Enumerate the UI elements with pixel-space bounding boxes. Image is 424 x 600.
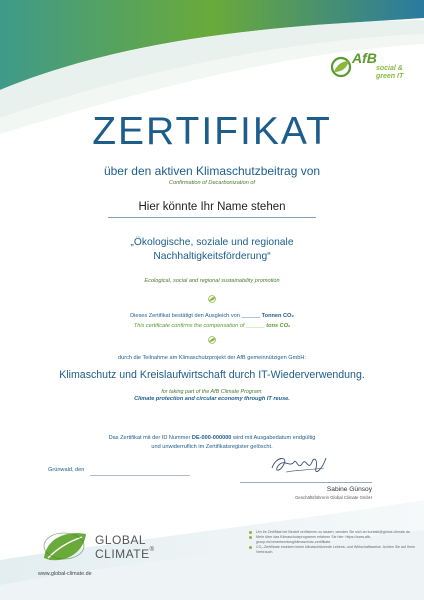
afb-brand: AfB [352,50,377,66]
project-name-english: Climate protection and circular economy through IT reuse. [134,396,290,402]
afb-tagline-2: green IT [376,73,404,80]
compensation-de-blank: ______ [241,313,261,319]
project-intro: durch die Teilnahme am Klimaschutzprojekt der AfB gemeinnützigen GmbH: [117,355,306,361]
compensation-de-unit: Tonnen CO₂ [261,313,294,319]
global-climate-line-2 [95,547,155,561]
project-name: Klimaschutz und Kreislaufwirtschaft durch IT-Wiederverwendung. [59,369,365,381]
footer-note: Mehr über das Klimaschutzprogramm erfahren Sie hier: https://www.afb-group.eu/verantwortung/klimaschutz-zertifikate. [249,535,419,545]
recipient-name: Hier könnte Ihr Name stehen [108,201,316,218]
subtitle: über den aktiven Klimaschutzbeitrag von [103,164,321,178]
promotion-title [0,236,424,264]
place-date-label: Grünwald, den [48,467,85,473]
footer-note: Um Ihr Zertifikat bei Bedarf verifizieren zu lassen, wenden Sie sich an kontakt@global-climate.de. [249,530,419,535]
registry-pre: Das Zertifikat mit der ID Nummer [108,435,191,441]
page-title: ZERTIFIKAT [92,110,332,153]
global-climate-url[interactable]: www.global-climate.de [38,571,92,577]
subtitle-english: Confirmation of Decarbonization of [168,180,256,186]
registry-post: wird mit Ausgabedatum endgültig [232,435,316,441]
certificate-id: DE-000-000000 [191,435,232,441]
global-climate-line-1: GLOBAL [95,533,147,547]
compensation-line-en [0,323,424,329]
registered-mark: ® [149,547,155,553]
afb-leaf-icon [330,56,352,78]
leaf-divider-icon [206,295,218,303]
afb-tagline-1: social & [376,65,403,72]
footer-notes [249,530,419,555]
compensation-en-text: This certificate confirms the compensation of [133,323,245,329]
afb-logo [330,50,412,84]
signatory-name: Sabine Günsoy [326,486,372,493]
global-climate-word: CLIMATE [95,547,150,561]
leaf-divider-icon [206,336,218,344]
signature-image [266,450,336,480]
footer-note: CO₂-Zertifikate ersetzen keine klimaschützende Lebens- und Wirtschaftsweise. Achten Sie auf Ihren Verbrauch. [249,545,419,555]
registry-line-2: und unwiderruflich im Zertifikatsregister gelöscht. [151,444,273,450]
promotion-english: Ecological, social and regional sustainability promotion [144,278,280,284]
signatory-role: Geschäftsführerin Global Climate GmbH [295,495,372,500]
registry-line-1 [0,435,424,441]
promotion-line-1: „Ökologische, soziale und regionale [130,237,294,248]
compensation-de-text: Dieses Zertifikat bestätigt den Ausgleich von [130,313,240,319]
project-intro-english: for taking part of the AfB Climate Program: [161,389,263,395]
signature-line [240,482,372,483]
promotion-line-2: Nachhaltigkeitsförderung“ [153,251,271,262]
compensation-line-de [0,313,424,319]
date-line [90,475,190,476]
compensation-en-unit: tons CO₂ [266,323,291,329]
global-climate-leaf-icon [40,528,90,564]
compensation-en-blank: ______ [246,323,265,329]
